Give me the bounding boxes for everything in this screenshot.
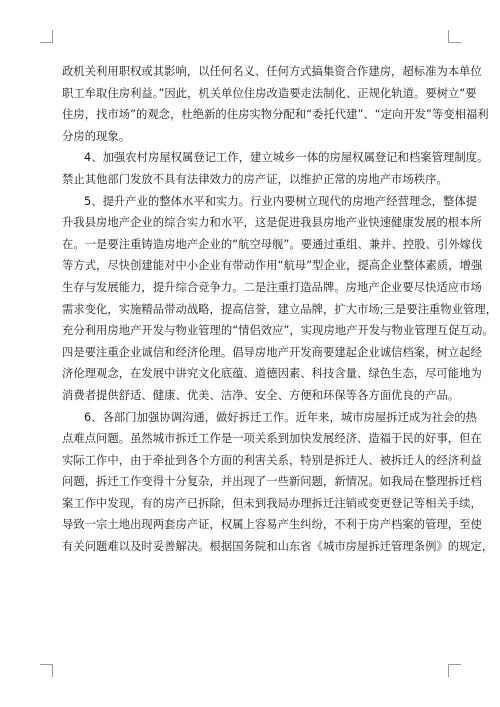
text-line: 在。一是要注重铸造房地产企业的“航空母舰”。要通过重组、兼并、控股、引外嫁伐 (62, 237, 483, 251)
text-line: 实际工作中，由于牵扯到各个方面的利害关系，特别是拆迁人、被拆迁人的经济利益 (62, 453, 482, 467)
text-line: 导致一宗土地出现两套房产证，权属上容易产生纠纷，不利于房产档案的管理，至使 (62, 518, 482, 532)
text-line: 分房的现象。 (62, 129, 131, 143)
crop-mark-bottom-left (40, 664, 53, 677)
text-line: 需求变化，实施精品带动战略，提高信誉，建立品牌，扩大市场;三是要注重物业管理， (62, 302, 498, 316)
crop-mark-bottom-right (448, 664, 461, 677)
text-line: 四是要注重企业诚信和经济伦理。倡导房地产开发商要建起企业诚信档案，树立起经 (62, 345, 482, 359)
text-line: 生存与发展能力，提升综合竞争力。二是注重打造品牌。房地产企业要尽快适应市场 (62, 280, 482, 294)
text-line: 5、提升产业的整体水平和实力。行业内要树立现代的房地产经营理念，整体提 (84, 194, 478, 208)
text-line: 案工作中发现，有的房产已拆除，但未到我局办理拆迁注销或变更登记等相关手续， (62, 496, 482, 510)
text-line: 6、各部门加强协调沟通，做好拆迁工作。近年来，城市房屋拆迁成为社会的热 (84, 410, 478, 424)
paragraph-5 (62, 191, 498, 407)
text-line: 消费者提供舒适、健康、优美、洁净、安全、方便和环保等各方面优良的产品。 (62, 388, 460, 402)
text-line: 升我县房地产企业的综合实力和水平，这是促进我县房地产业快速健康发展的根本所 (62, 216, 482, 230)
text-line: 住房，找市场”的观念，杜绝新的住房实物分配和“委托代建”、“定向开发”等变相福利 (62, 108, 489, 122)
text-line: 点难点问题。虽然城市拆迁工作是一项关系到加快发展经济、造福于民的好事，但在 (62, 432, 482, 446)
document-body (62, 61, 498, 558)
text-line: 禁止其他部门发放不具有法律效力的房产证，以维护正常的房地产市场秩序。 (62, 172, 448, 186)
text-line: 4、加强农村房屋权属登记工作，建立城乡一体的房屋权属登记和档案管理制度。 (84, 151, 489, 165)
text-line: 济伦理观念，在发展中讲究文化底蕴、道德因素、科技含量、绿色生态，尽可能地为 (62, 367, 482, 381)
crop-mark-top-left (40, 30, 53, 43)
text-line: 职工牟取住房利益。”因此，机关单位住房改造要走法制化、正规化轨道。要树立“要 (62, 86, 477, 100)
paragraph-6 (62, 407, 494, 558)
text-line: 充分利用房地产开发与物业管理的“情侣效应”，实现房地产开发与物业管理互促互动。 (62, 324, 494, 338)
paragraph-4 (62, 147, 489, 190)
paragraph-continuation (62, 61, 489, 147)
text-line: 问题，拆迁工作变得十分复杂，并出现了一些新问题，新情况。如我局在整理拆迁档 (62, 475, 482, 489)
text-line: 等方式，尽快创建能对中小企业有带动作用“航母”型企业，提高企业整体素质，增强 (62, 259, 483, 273)
text-line: 政机关利用职权或其影响，以任何名义、任何方式搞集资合作建房，超标准为本单位 (62, 65, 482, 78)
crop-mark-top-right (448, 30, 461, 43)
text-line: 有关问题难以及时妥善解决。根据国务院和山东省《城市房屋拆迁管理条例》的规定， (62, 540, 494, 554)
